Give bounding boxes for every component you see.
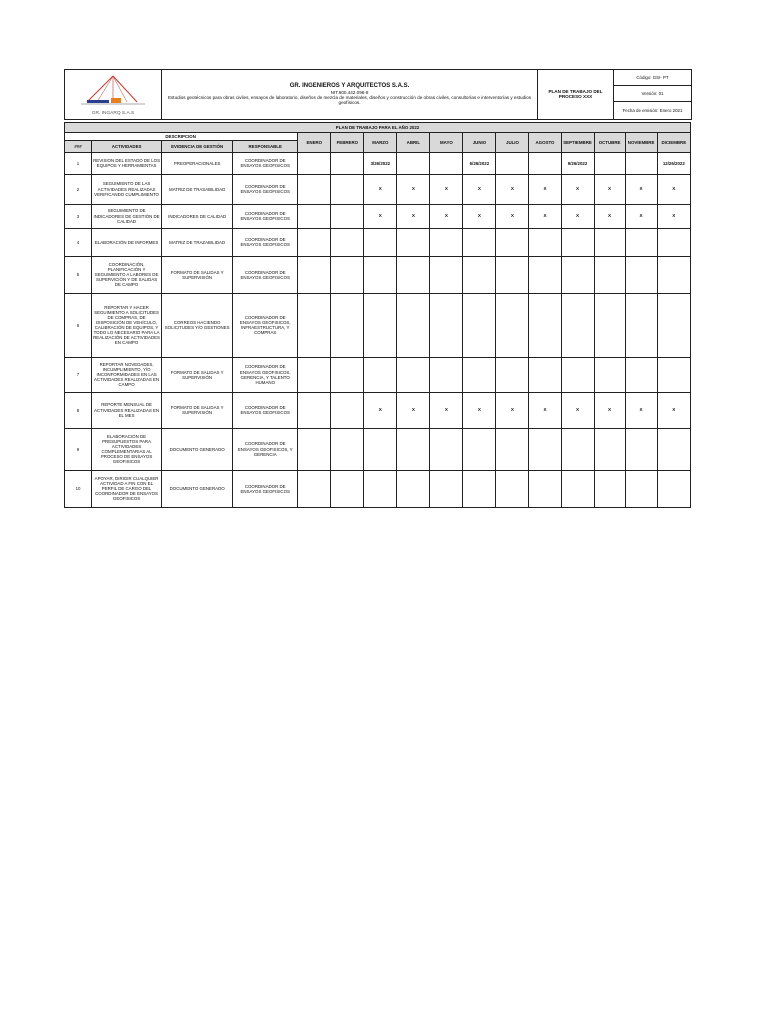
description-header: DESCRIPCION [65,132,298,140]
responsible-cell: COORDINADOR DE ENSAYOS GEOFISICOS [233,204,298,228]
month-cell-noviembre [625,152,657,174]
activity-cell: COORDINACIÓN, PLANIFICACIÓN Y SEGUIMIENTO A LABORES DE SUPERVICIÓN Y DE SALIDAS DE CAMPO [92,256,162,293]
responsible-cell: COORDINADOR DE ENSAYOS GEOFISICOS, INFRAESTRUCTURA, Y COMPRAS [233,293,298,357]
evidence-cell: CORREOS HACIENDO SOLICITUDES Y/O GESTIONES [162,293,233,357]
document-header [64,69,692,120]
month-cell-agosto: X [529,392,561,428]
month-header-diciembre: DICIEMBRE [657,132,690,152]
month-cell-noviembre [625,470,657,507]
month-cell-febrero [331,428,364,470]
month-cell-abril: X [397,204,430,228]
company-info [162,70,538,120]
company-nit: NIT.900.442.096-8 [330,89,369,95]
month-cell-julio: X [496,174,529,204]
table-row [65,256,691,293]
month-cell-enero [298,256,331,293]
month-cell-abril: X [397,392,430,428]
month-cell-marzo [364,256,397,293]
month-cell-abril [397,152,430,174]
month-cell-julio [496,428,529,470]
month-cell-septiembre [561,293,594,357]
activity-cell: REVISION DEL ESTADO DE LOS EQUIPOS Y HERRAMIENTAS [92,152,162,174]
month-cell-julio: X [496,392,529,428]
month-cell-julio [496,293,529,357]
month-cell-enero [298,428,331,470]
month-cell-enero [298,357,331,392]
table-row [65,470,691,507]
month-cell-febrero [331,152,364,174]
month-cell-enero [298,293,331,357]
activity-cell: SEGUIMIENTO DE LAS ACTIVIDADES REALIZADAS VERIFICANDO CUMPLIMIENTO [92,174,162,204]
month-cell-julio [496,470,529,507]
month-cell-noviembre: X [625,174,657,204]
table-row [65,428,691,470]
row-number: 5 [65,256,92,293]
month-cell-mayo: X [430,204,463,228]
month-cell-enero [298,228,331,256]
table-row [65,152,691,174]
month-cell-octubre [594,357,625,392]
row-number: 1 [65,152,92,174]
month-cell-abril [397,228,430,256]
month-cell-junio: X [463,392,496,428]
month-cell-mayo [430,228,463,256]
month-cell-mayo [430,470,463,507]
month-cell-mayo [430,357,463,392]
month-cell-abril [397,357,430,392]
plan-title: PLAN DE TRABAJO DEL PROCESO XXX [538,70,614,120]
month-cell-noviembre [625,357,657,392]
month-cell-mayo: X [430,174,463,204]
month-cell-agosto [529,428,561,470]
month-cell-diciembre [657,470,690,507]
document-code: Código: GSI- PT [614,70,692,86]
month-header-julio: JULIO [496,132,529,152]
month-cell-junio [463,357,496,392]
month-cell-octubre [594,228,625,256]
month-cell-marzo: X [364,204,397,228]
activity-cell: ELABORACIÓN DE INFORMES [92,228,162,256]
month-cell-mayo [430,256,463,293]
month-cell-febrero [331,204,364,228]
month-cell-agosto: X [529,204,561,228]
month-cell-abril [397,256,430,293]
logo-text: GR. INGARQ S.A.S [91,111,135,117]
row-number: 6 [65,293,92,357]
month-cell-febrero [331,392,364,428]
month-cell-junio [463,228,496,256]
month-header-octubre: OCTUBRE [594,132,625,152]
month-cell-septiembre [561,428,594,470]
activity-cell: SEGUIMIENTO DE INDICADORES DE GESTIÓN DE CALIDAD [92,204,162,228]
company-name: GR. INGENIEROS Y ARQUITECTOS S.A.S. [289,82,410,89]
month-cell-noviembre [625,256,657,293]
activity-cell: REPORTAR Y HACER SEGUIMIENTO A SOLICITUDES DE COMPRAS, DE DISPOSICIÓN DE VEHÍCULO, CALIBRACIÓN DE EQUIPOS, Y TODO LO NECESARIO PARA LA REALIZACIÓN DE ACTIVIDADES EN CAMPO [92,293,162,357]
responsible-cell: COORDINADOR DE ENSAYOS GEOFISICOS [233,392,298,428]
month-cell-agosto [529,293,561,357]
month-cell-agosto [529,357,561,392]
month-cell-enero [298,392,331,428]
month-cell-octubre: X [594,392,625,428]
responsible-header: RESPONSABLE [233,140,298,152]
month-cell-agosto [529,228,561,256]
month-cell-enero [298,174,331,204]
month-cell-abril [397,470,430,507]
month-cell-marzo [364,470,397,507]
month-cell-agosto [529,470,561,507]
row-number: 2 [65,174,92,204]
evidence-cell: FORMATO DE SALIDAS Y SUPERVISIÓN [162,256,233,293]
evidence-header: EVIDENCIA DE GESTIÓN [162,140,233,152]
responsible-cell: COORDINADOR DE ENSAYOS GEOFISICOS [233,152,298,174]
month-cell-marzo: X [364,174,397,204]
table-row [65,174,691,204]
month-cell-enero [298,152,331,174]
month-cell-octubre [594,293,625,357]
month-cell-enero [298,470,331,507]
responsible-cell: COORDINADOR DE ENSAYOS GEOFISICOS [233,470,298,507]
month-header-septiembre: SEPTIEMBRE [561,132,594,152]
evidence-cell: INDICADORES DE CALIDAD [162,204,233,228]
table-row [65,204,691,228]
month-header-mayo: MAYO [430,132,463,152]
month-cell-marzo [364,228,397,256]
work-plan-rows [65,152,691,507]
month-cell-febrero [331,174,364,204]
month-cell-junio [463,256,496,293]
month-cell-junio [463,470,496,507]
responsible-cell: COORDINADOR DE ENSAYOS GEOFISICOS [233,228,298,256]
month-cell-diciembre [657,357,690,392]
month-cell-marzo [364,428,397,470]
month-cell-febrero [331,293,364,357]
month-cell-agosto [529,256,561,293]
table-row [65,228,691,256]
month-cell-diciembre [657,256,690,293]
issue-date: Fecha de emisión: Enero 2021 [614,102,692,119]
month-cell-junio: 6/26/2022 [463,152,496,174]
month-header-agosto: AGOSTO [529,132,561,152]
num-header: ### [65,140,92,152]
month-header-febrero: FEBRERO [331,132,364,152]
evidence-cell: MATRIZ DE TRASABILIDAD [162,174,233,204]
month-cell-febrero [331,357,364,392]
month-cell-diciembre: X [657,204,690,228]
month-cell-abril [397,293,430,357]
activity-cell: APOYAR, DIRIGIR CUALQUIER ACTIVIDAD A FIN CON EL PERFIL DE CARGO DEL COORDINADOR DE ENSAYOS GEOFISICOS [92,470,162,507]
month-cell-enero [298,204,331,228]
month-header-abril: ABRIL [397,132,430,152]
month-cell-mayo [430,152,463,174]
month-cell-noviembre [625,293,657,357]
month-cell-diciembre [657,428,690,470]
month-cell-octubre [594,152,625,174]
month-cell-mayo: X [430,392,463,428]
month-cell-junio: X [463,174,496,204]
company-description: Estudios geotécnicos para obras civiles, ensayos de laboratorio, diseños de mezcla de materiales, diseños y construcción de obras civiles, consultorías e interventorías y estudios geofísicos. [167,95,532,106]
activity-cell: REPORTAR NOVEDADES, INCUMPLIMIENTO, Y/O INCONFORMIDADES EN LAS ACTIVIDADES REALIZADAS EN CAMPO [92,357,162,392]
month-cell-agosto: X [529,174,561,204]
row-number: 10 [65,470,92,507]
row-number: 8 [65,392,92,428]
month-cell-noviembre: X [625,392,657,428]
table-row [65,357,691,392]
responsible-cell: COORDINADOR DE ENSAYOS GEOFISICOS [233,174,298,204]
month-cell-febrero [331,228,364,256]
responsible-cell: COORDINADOR DE ENSAYOS GEOFISICOS [233,256,298,293]
work-plan-table [64,122,691,508]
company-logo [65,70,162,120]
month-cell-septiembre [561,228,594,256]
month-cell-marzo: 3/26/2022 [364,152,397,174]
month-cell-octubre [594,428,625,470]
month-cell-octubre: X [594,174,625,204]
month-cell-octubre [594,256,625,293]
responsible-cell: COORDINADOR DE ENSAYOS GEOFISICOS, Y GERENCIA [233,428,298,470]
month-header-junio: JUNIO [463,132,496,152]
activity-cell: ELABORACIÓN DE PRESUPUESTOS PARA ACTIVIDADES COMPLEMENTARIAS AL PROCESO DE ENSAYOS GEOFISICOS [92,428,162,470]
month-cell-junio: X [463,204,496,228]
month-cell-julio [496,228,529,256]
month-cell-febrero [331,470,364,507]
activity-cell: REPORTE MENSUAL DE ACTIVIDADES REALIZADAS EN EL MES [92,392,162,428]
table-row [65,293,691,357]
month-cell-diciembre: 12/26/2022 [657,152,690,174]
evidence-cell: PREOPERACIONALES [162,152,233,174]
month-cell-mayo [430,428,463,470]
month-cell-septiembre: X [561,392,594,428]
month-cell-diciembre [657,228,690,256]
month-cell-julio [496,256,529,293]
month-cell-octubre: X [594,204,625,228]
month-cell-marzo: X [364,392,397,428]
month-cell-septiembre [561,357,594,392]
section-title: PLAN DE TRABAJO PARA EL AÑO 2022 [65,122,691,132]
document-version: Versión: 01 [614,86,692,102]
evidence-cell: FORMATO DE SALIDAS Y SUPERVISIÓN [162,392,233,428]
month-cell-septiembre [561,470,594,507]
month-cell-noviembre: X [625,204,657,228]
activities-header: ACTIVIDADES [92,140,162,152]
evidence-cell: DOCUMENTO GENERADO [162,470,233,507]
month-cell-octubre [594,470,625,507]
month-cell-noviembre [625,428,657,470]
month-cell-septiembre: X [561,174,594,204]
month-header-marzo: MARZO [364,132,397,152]
month-cell-abril [397,428,430,470]
month-cell-julio [496,152,529,174]
month-cell-agosto [529,152,561,174]
row-number: 9 [65,428,92,470]
month-cell-septiembre: X [561,204,594,228]
month-cell-noviembre [625,228,657,256]
responsible-cell: COORDINADOR DE ENSAYOS GEOFISICOS, GERENCIA, Y TALENTO HUMANO [233,357,298,392]
month-cell-septiembre [561,256,594,293]
month-cell-marzo [364,293,397,357]
row-number: 3 [65,204,92,228]
month-cell-abril: X [397,174,430,204]
month-cell-junio [463,293,496,357]
month-cell-julio [496,357,529,392]
row-number: 7 [65,357,92,392]
month-header-enero: ENERO [298,132,331,152]
month-cell-diciembre [657,293,690,357]
crane-logo-icon [67,72,159,114]
month-cell-marzo [364,357,397,392]
table-row [65,392,691,428]
evidence-cell: DOCUMENTO GENERADO [162,428,233,470]
month-cell-diciembre: X [657,392,690,428]
month-cell-mayo [430,293,463,357]
evidence-cell: MATRIZ DE TRAZABILIDAD [162,228,233,256]
month-cell-julio: X [496,204,529,228]
month-cell-febrero [331,256,364,293]
month-cell-septiembre: 9/26/2022 [561,152,594,174]
evidence-cell: FORMATO DE SALIDAS Y SUPERVISIÓN [162,357,233,392]
month-header-noviembre: NOVIEMBRE [625,132,657,152]
work-plan-sheet [64,69,691,508]
row-number: 4 [65,228,92,256]
month-cell-diciembre: X [657,174,690,204]
month-cell-junio [463,428,496,470]
